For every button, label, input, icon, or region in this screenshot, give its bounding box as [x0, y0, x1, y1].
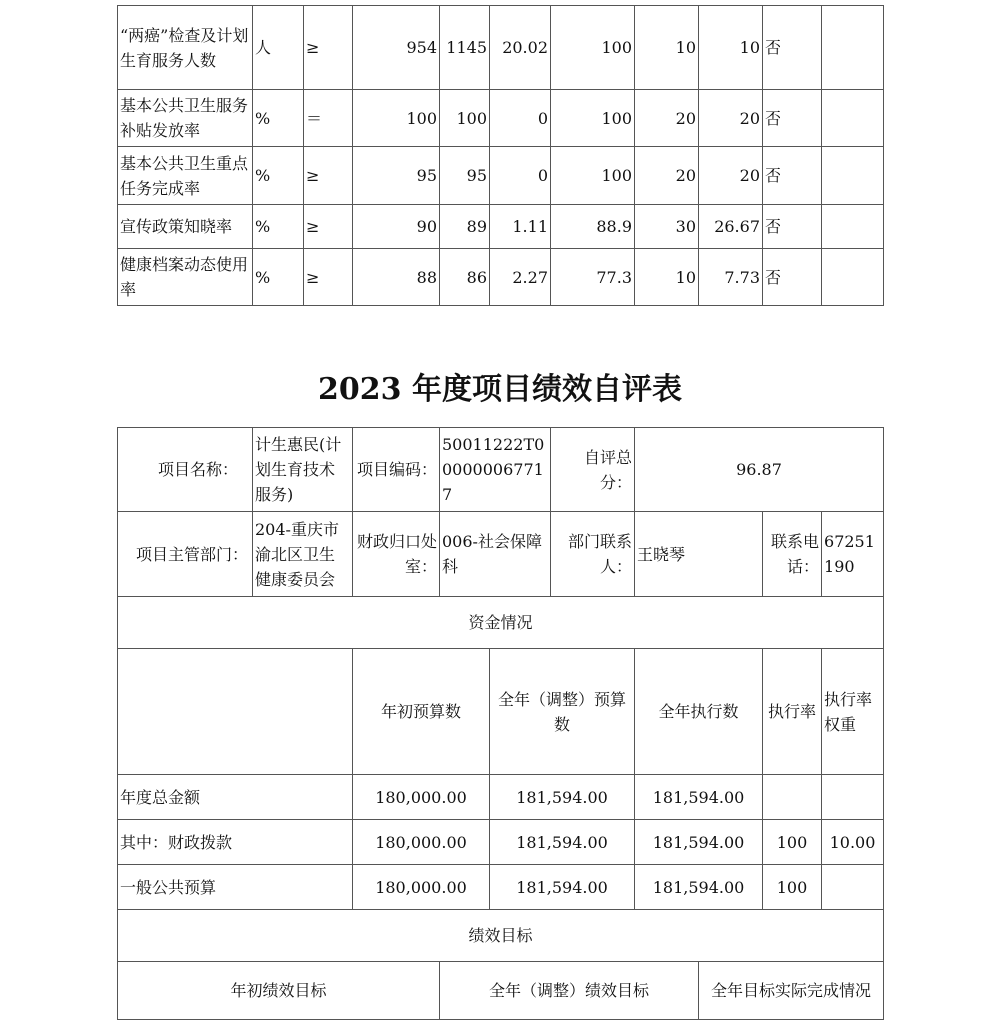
indicator-unit: %: [253, 147, 304, 205]
indicator-flag: 否: [763, 90, 822, 147]
indicator-score: 7.73: [699, 249, 763, 306]
indicator-rate: 100: [551, 147, 635, 205]
funds-cell: 181,594.00: [635, 865, 763, 910]
indicator-dev: 20.02: [490, 6, 551, 90]
funds-row: [118, 820, 884, 865]
indicator-blank: [822, 147, 884, 205]
indicator-name: 基本公共卫生服务补贴发放率: [118, 90, 253, 147]
contact-value: 王晓琴: [635, 512, 763, 597]
funds-cell: 10.00: [822, 820, 884, 865]
project-name: 计生惠民(计划生育技术服务): [253, 428, 353, 512]
indicator-name: “两癌”检查及计划生育服务人数: [118, 6, 253, 90]
funds-header-blank: [118, 649, 353, 775]
indicator-score: 10: [699, 6, 763, 90]
indicator-unit: %: [253, 90, 304, 147]
indicator-weight: 10: [635, 6, 699, 90]
dept-label: 项目主管部门：: [118, 512, 253, 597]
funds-cell: 180,000.00: [353, 820, 490, 865]
funds-row: [118, 775, 884, 820]
goals-adjusted-header: 全年（调整）绩效目标: [440, 962, 699, 1020]
indicator-target: 954: [353, 6, 440, 90]
indicator-dev: 0: [490, 90, 551, 147]
indicator-rate: 100: [551, 6, 635, 90]
funds-cell: 180,000.00: [353, 775, 490, 820]
indicator-row: [118, 147, 884, 205]
indicator-name: 基本公共卫生重点任务完成率: [118, 147, 253, 205]
indicator-rate: 88.9: [551, 205, 635, 249]
indicator-op: ＝: [304, 90, 353, 147]
dept-value: 204-重庆市渝北区卫生健康委员会: [253, 512, 353, 597]
indicator-unit: %: [253, 205, 304, 249]
funds-section-header: 资金情况: [118, 597, 884, 649]
indicator-row: [118, 249, 884, 306]
indicator-rate: 100: [551, 90, 635, 147]
phone-label: 联系电话：: [763, 512, 822, 597]
self-evaluation-table: [117, 427, 884, 1020]
indicator-score: 26.67: [699, 205, 763, 249]
funds-cell: [822, 865, 884, 910]
indicator-dev: 0: [490, 147, 551, 205]
indicator-actual: 1145: [440, 6, 490, 90]
project-code-label: 项目编码：: [353, 428, 440, 512]
indicator-target: 95: [353, 147, 440, 205]
funds-cell: [763, 775, 822, 820]
indicator-table: [117, 5, 884, 306]
funds-cell: 181,594.00: [635, 775, 763, 820]
funds-row: [118, 865, 884, 910]
funds-cell: [822, 775, 884, 820]
funds-cell: 180,000.00: [353, 865, 490, 910]
indicator-actual: 89: [440, 205, 490, 249]
funds-header: 全年（调整）预算数: [490, 649, 635, 775]
project-code: 50011222T000000067717: [440, 428, 551, 512]
funds-header: 全年执行数: [635, 649, 763, 775]
indicator-blank: [822, 90, 884, 147]
phone-value: 67251190: [822, 512, 884, 597]
funds-row-label: 年度总金额: [118, 775, 353, 820]
project-name-label: 项目名称：: [118, 428, 253, 512]
indicator-rate: 77.3: [551, 249, 635, 306]
goals-actual-header: 全年目标实际完成情况: [699, 962, 884, 1020]
indicator-unit: %: [253, 249, 304, 306]
indicator-weight: 20: [635, 147, 699, 205]
funds-cell: 181,594.00: [635, 820, 763, 865]
indicator-op: ≥: [304, 147, 353, 205]
indicator-op: ≥: [304, 6, 353, 90]
indicator-weight: 10: [635, 249, 699, 306]
funds-row-label: 一般公共预算: [118, 865, 353, 910]
funds-cell: 181,594.00: [490, 865, 635, 910]
funds-cell: 181,594.00: [490, 820, 635, 865]
indicator-flag: 否: [763, 205, 822, 249]
indicator-blank: [822, 205, 884, 249]
indicator-actual: 100: [440, 90, 490, 147]
indicator-target: 100: [353, 90, 440, 147]
indicator-weight: 20: [635, 90, 699, 147]
indicator-blank: [822, 249, 884, 306]
indicator-unit: 人: [253, 6, 304, 90]
indicator-weight: 30: [635, 205, 699, 249]
funds-header: 执行率: [763, 649, 822, 775]
indicator-target: 90: [353, 205, 440, 249]
funds-header: 执行率权重: [822, 649, 884, 775]
indicator-op: ≥: [304, 205, 353, 249]
funds-cell: 100: [763, 820, 822, 865]
indicator-dev: 2.27: [490, 249, 551, 306]
indicator-dev: 1.11: [490, 205, 551, 249]
funds-row-label: 其中：财政拨款: [118, 820, 353, 865]
indicator-score: 20: [699, 147, 763, 205]
indicator-actual: 86: [440, 249, 490, 306]
indicator-flag: 否: [763, 6, 822, 90]
indicator-target: 88: [353, 249, 440, 306]
goals-initial-header: 年初绩效目标: [118, 962, 440, 1020]
funds-header: 年初预算数: [353, 649, 490, 775]
indicator-name: 宣传政策知晓率: [118, 205, 253, 249]
finance-value: 006-社会保障科: [440, 512, 551, 597]
funds-cell: 100: [763, 865, 822, 910]
goals-section-header: 绩效目标: [118, 910, 884, 962]
indicator-op: ≥: [304, 249, 353, 306]
score-label: 自评总分：: [551, 428, 635, 512]
indicator-row: [118, 90, 884, 147]
contact-label: 部门联系人：: [551, 512, 635, 597]
indicator-flag: 否: [763, 147, 822, 205]
indicator-flag: 否: [763, 249, 822, 306]
total-score: 96.87: [635, 428, 884, 512]
page-title: 2023 年度项目绩效自评表: [318, 372, 682, 407]
finance-label: 财政归口处室：: [353, 512, 440, 597]
indicator-actual: 95: [440, 147, 490, 205]
indicator-score: 20: [699, 90, 763, 147]
indicator-row: [118, 6, 884, 90]
indicator-row: [118, 205, 884, 249]
funds-cell: 181,594.00: [490, 775, 635, 820]
indicator-name: 健康档案动态使用率: [118, 249, 253, 306]
indicator-blank: [822, 6, 884, 90]
